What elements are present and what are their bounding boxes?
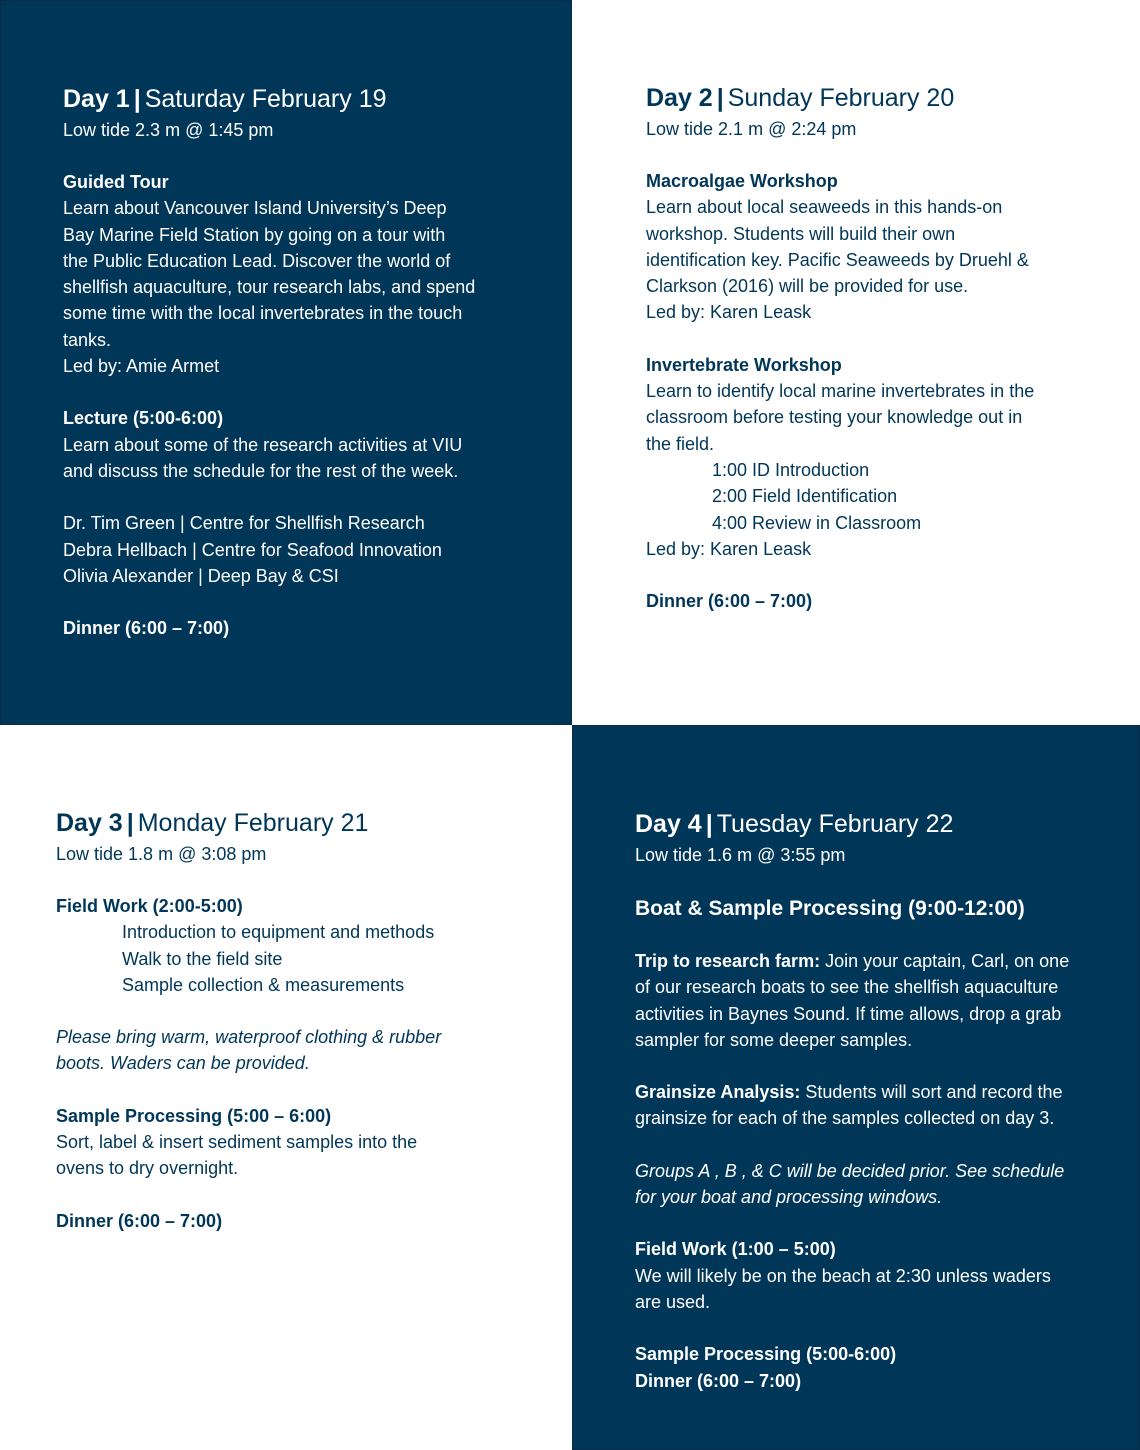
- day4-separator: |: [705, 810, 713, 838]
- sample-processing-title: Sample Processing (5:00 – 6:00): [56, 1105, 332, 1126]
- field-work-item: Walk to the field site: [122, 948, 283, 969]
- invertebrate-schedule-item: 1:00 ID Introduction: [712, 459, 870, 480]
- macroalgae-line: workshop. Students will build their own: [646, 223, 956, 244]
- field-work-item: Introduction to equipment and methods: [122, 922, 435, 943]
- invertebrate-schedule-item: 4:00 Review in Classroom: [712, 512, 922, 533]
- invertebrate-line: the field.: [646, 433, 715, 454]
- day4-date: Tuesday February 22: [716, 810, 954, 838]
- day1-separator: |: [133, 85, 141, 113]
- guided-tour-leader: Led by: Amie Armet: [63, 356, 220, 377]
- speaker-line: Dr. Tim Green | Centre for Shellfish Research: [63, 513, 425, 534]
- day1-title: [63, 81, 531, 117]
- macroalgae-line: Learn about local seaweeds in this hands-on: [646, 197, 1003, 218]
- clothing-note: Please bring warm, waterproof clothing & rubber: [56, 1027, 442, 1048]
- speaker-line: Olivia Alexander | Deep Bay & CSI: [63, 565, 339, 586]
- macroalgae-leader: Led by: Karen Leask: [646, 302, 812, 323]
- day3-tide: Low tide 1.8 m @ 3:08 pm: [56, 844, 267, 864]
- field-work-line: are used.: [635, 1291, 711, 1312]
- guided-tour-line: tanks.: [63, 329, 112, 350]
- day1-tide: Low tide 2.3 m @ 1:45 pm: [63, 120, 274, 140]
- trip-text: Join your captain, Carl, on one: [820, 951, 1070, 971]
- guided-tour-line: Learn about Vancouver Island University’s Deep: [63, 198, 447, 219]
- trip-line: of our research boats to see the shellfish aquaculture: [635, 977, 1059, 998]
- day1-dinner: Dinner (6:00 – 7:00): [63, 618, 230, 639]
- day2-tide: Low tide 2.1 m @ 2:24 pm: [646, 119, 857, 139]
- day4-tide: Low tide 1.6 m @ 3:55 pm: [635, 845, 846, 865]
- day2-separator: |: [716, 84, 724, 112]
- lecture-title: Lecture (5:00-6:00): [63, 408, 224, 429]
- day3-number: Day 3: [56, 809, 123, 837]
- macroalgae-line: Clarkson (2016) will be provided for use.: [646, 276, 969, 297]
- invertebrate-title: Invertebrate Workshop: [646, 354, 842, 375]
- day2-dinner: Dinner (6:00 – 7:00): [646, 591, 813, 612]
- invertebrate-leader: Led by: Karen Leask: [646, 538, 812, 559]
- guided-tour-line: the Public Education Lead. Discover the world of: [63, 250, 451, 271]
- field-work-line: We will likely be on the beach at 2:30 unless waders: [635, 1265, 1051, 1286]
- guided-tour-title: Guided Tour: [63, 172, 169, 192]
- field-work-title: Field Work (2:00-5:00): [56, 896, 243, 916]
- guided-tour-line: Bay Marine Field Station by going on a tour with: [63, 224, 446, 245]
- macroalgae-line: identification key. Pacific Seaweeds by Druehl &: [646, 249, 1029, 270]
- invertebrate-schedule-item: 2:00 Field Identification: [712, 486, 898, 507]
- grainsize-line: [635, 1079, 1111, 1105]
- day2-date: Sunday February 20: [727, 84, 955, 112]
- day4-number: Day 4: [635, 810, 702, 838]
- guided-tour-line: some time with the local invertebrates in the touch: [63, 303, 463, 324]
- trip-line: activities in Baynes Sound. If time allows, drop a grab: [635, 1003, 1062, 1024]
- day4-title: [635, 806, 1111, 842]
- sample-processing-line: ovens to dry overnight.: [56, 1158, 239, 1179]
- groups-note: Groups A , B , & C will be decided prior. See schedule: [635, 1160, 1065, 1181]
- day2-title: [646, 80, 1110, 116]
- speaker-line: Debra Hellbach | Centre for Seafood Innovation: [63, 539, 442, 560]
- day1-date: Saturday February 19: [144, 85, 387, 113]
- lecture-line: and discuss the schedule for the rest of the week.: [63, 460, 459, 481]
- lecture-line: Learn about some of the research activities at VIU: [63, 434, 463, 455]
- sample-processing-title: Sample Processing (5:00-6:00): [635, 1344, 897, 1365]
- field-work-title: Field Work (1:00 – 5:00): [635, 1239, 836, 1260]
- boat-processing-heading: Boat & Sample Processing (9:00-12:00): [635, 897, 1025, 920]
- day3-title: [56, 805, 532, 841]
- day2-panel: [572, 0, 1140, 725]
- clothing-note: boots. Waders can be provided.: [56, 1053, 310, 1074]
- day1-panel: [0, 0, 572, 725]
- day3-dinner: Dinner (6:00 – 7:00): [56, 1210, 223, 1231]
- grainsize-line: grainsize for each of the samples collected on day 3.: [635, 1108, 1055, 1129]
- day3-date: Monday February 21: [137, 809, 369, 837]
- guided-tour-line: shellfish aquaculture, tour research labs, and spend: [63, 277, 476, 298]
- invertebrate-line: Learn to identify local marine invertebrates in the: [646, 381, 1035, 402]
- field-work-item: Sample collection & measurements: [122, 974, 405, 995]
- grainsize-label: Grainsize Analysis:: [635, 1082, 801, 1103]
- macroalgae-title: Macroalgae Workshop: [646, 171, 838, 191]
- invertebrate-line: classroom before testing your knowledge out in: [646, 407, 1023, 428]
- trip-line: [635, 948, 1111, 974]
- day4-panel: [572, 725, 1140, 1450]
- grainsize-text: Students will sort and record the: [800, 1082, 1063, 1103]
- day4-dinner: Dinner (6:00 – 7:00): [635, 1370, 802, 1391]
- day2-number: Day 2: [646, 84, 713, 112]
- groups-note: for your boat and processing windows.: [635, 1187, 943, 1208]
- day3-separator: |: [126, 809, 134, 837]
- trip-line: sampler for some deeper samples.: [635, 1029, 913, 1050]
- day3-panel: [0, 725, 572, 1450]
- trip-label: Trip to research farm:: [635, 951, 821, 971]
- sample-processing-line: Sort, label & insert sediment samples into the: [56, 1132, 418, 1153]
- day1-number: Day 1: [63, 85, 130, 113]
